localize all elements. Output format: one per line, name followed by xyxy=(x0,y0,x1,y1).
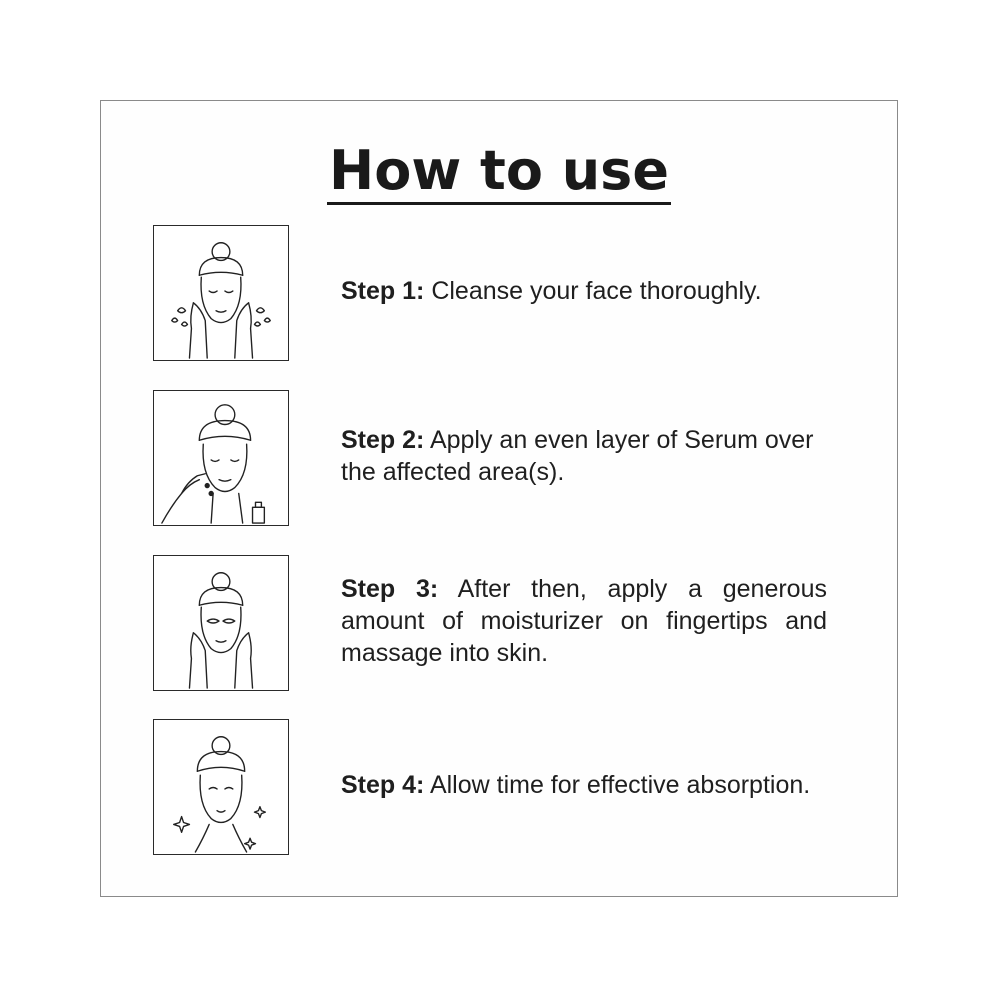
how-to-use-card xyxy=(100,100,898,897)
step-4-text xyxy=(341,769,901,801)
step-3-text xyxy=(341,573,827,669)
step-3-label: Step 3: xyxy=(341,575,439,603)
step-row-4 xyxy=(153,719,873,855)
step-2-description: Apply an even layer of Serum over the affected area(s). xyxy=(341,426,814,486)
step-2-label: Step 2: xyxy=(341,426,425,454)
step-4-description: Allow time for effective absorption. xyxy=(429,771,811,799)
glowing-face-icon xyxy=(153,719,289,855)
step-1-text xyxy=(341,275,827,307)
apply-serum-icon xyxy=(153,390,289,526)
title-text: How to use xyxy=(327,144,671,205)
step-4-label: Step 4: xyxy=(341,771,425,799)
step-1-description: Cleanse your face thoroughly. xyxy=(431,277,762,305)
massage-face-icon xyxy=(153,555,289,691)
step-row-2 xyxy=(153,390,873,526)
step-1-label: Step 1: xyxy=(341,277,425,305)
step-row-1 xyxy=(153,225,873,361)
step-2-text xyxy=(341,424,827,488)
step-row-3 xyxy=(153,555,873,691)
page-title xyxy=(101,139,897,205)
face-splash-icon xyxy=(153,225,289,361)
step-3-description: After then, apply a generous amount of moisturizer on fingertips and massage into skin. xyxy=(341,575,827,667)
